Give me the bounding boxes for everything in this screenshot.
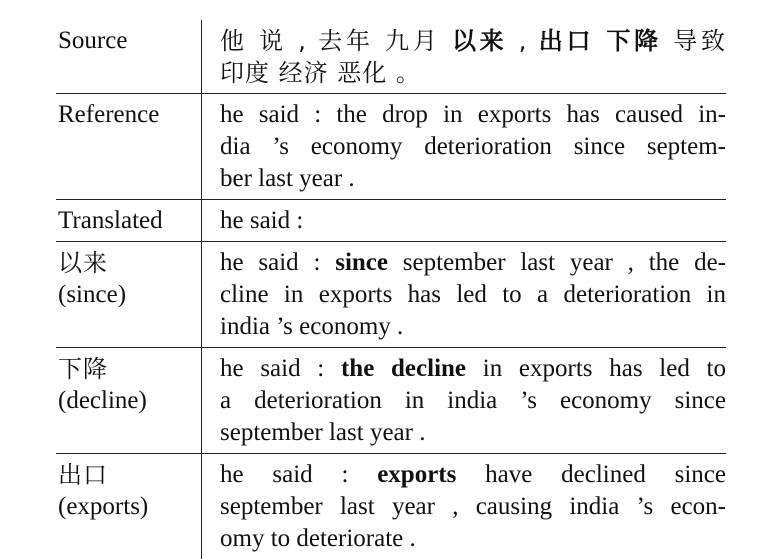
row-label-gloss: (since) [58,281,127,308]
table-row [56,347,726,453]
row-label [56,94,202,199]
row-label [56,454,202,559]
text-line [220,247,726,279]
row-text [202,200,726,241]
table-row [56,199,726,241]
highlighted-phrase: 以来 [451,27,508,55]
row-label-text: 以来 [58,249,108,277]
table-row [56,453,726,559]
text-segment: omy to deteriorate . [220,525,416,552]
text-segment: he said : the drop in exports has caused in- [220,101,726,128]
table-row [56,241,726,347]
text-segment: september last year . [220,419,426,446]
text-line [220,311,726,343]
text-segment: he said : [220,249,336,276]
highlighted-phrase: 出口 下降 [538,27,662,55]
table-row [56,20,726,93]
text-segment: cline in exports has led to a deterioration in [220,281,726,308]
text-segment: in exports has led to [466,355,726,382]
row-label-gloss: (decline) [58,387,147,414]
row-label-text: 出口 [58,461,108,489]
text-line [220,523,726,555]
text-segment: he said : [220,207,304,234]
text-segment: 导致 [661,27,726,55]
row-label [56,200,202,241]
text-line [220,99,726,131]
row-label [56,20,202,93]
text-line [220,163,726,195]
text-segment: have declined since [456,461,726,488]
text-segment: a deterioration in india ’s economy since [220,387,726,414]
row-label-gloss: (exports) [58,493,149,520]
text-segment: he said : [220,355,341,382]
highlighted-phrase: exports [377,461,457,488]
text-segment: 他 说 , 去年 九月 [220,27,452,55]
text-segment: september last year , the de- [388,249,726,276]
text-segment: dia ’s economy deterioration since septem- [220,133,726,160]
text-line [220,57,726,89]
row-text [202,20,726,93]
comparison-table [56,20,726,559]
text-segment: september last year , causing india ’s econ- [220,493,726,520]
row-label-text: Reference [58,101,160,128]
text-line [220,459,726,491]
text-line [220,353,726,385]
text-line [220,131,726,163]
text-line [220,279,726,311]
text-line [220,25,726,57]
highlighted-phrase: since [335,249,388,276]
row-label [56,242,202,347]
table-row [56,93,726,199]
row-label-text: Translated [58,207,163,234]
row-text [202,94,726,199]
text-segment: 印度 经济 恶化 。 [220,59,421,87]
highlighted-phrase: the decline [340,355,467,382]
row-label-text: 下降 [58,355,108,383]
text-line [220,385,726,417]
text-segment: india ’s economy . [220,313,404,340]
text-line [220,417,726,449]
row-text [202,242,726,347]
row-label [56,348,202,453]
text-segment: ber last year . [220,165,355,192]
text-line [220,205,726,237]
text-segment: he said : [220,461,378,488]
row-label-text: Source [58,27,128,54]
text-segment: , [507,27,539,55]
text-line [220,491,726,523]
row-text [202,454,726,559]
row-text [202,348,726,453]
